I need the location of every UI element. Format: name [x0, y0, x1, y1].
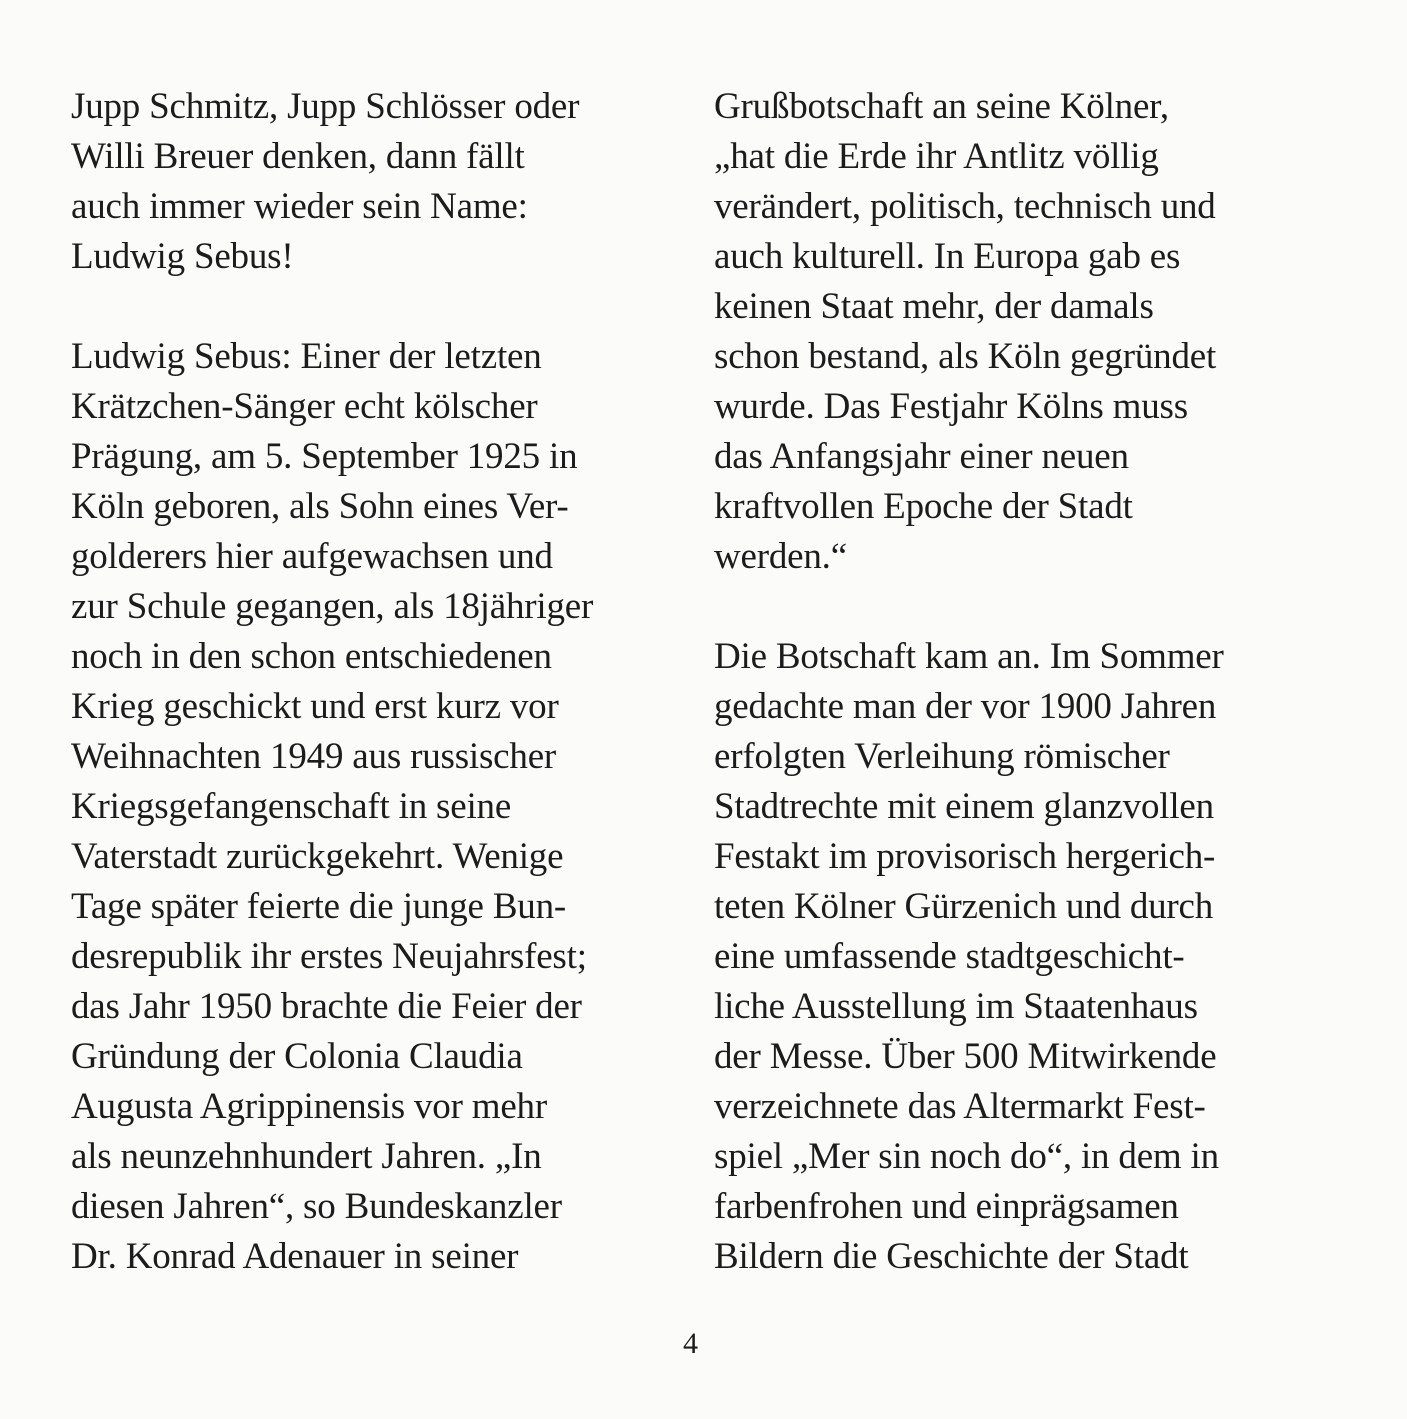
paragraph-gap [71, 282, 671, 332]
left-paragraph-1 [71, 82, 671, 282]
text-line: Weihnachten 1949 aus russischer [71, 736, 557, 777]
text-line: liche Ausstellung im Staatenhaus [714, 986, 1198, 1027]
text-line: erfolgten Verleihung römischer [714, 736, 1170, 777]
text-line: gedachte man der vor 1900 Jahren [714, 686, 1217, 727]
text-line: keinen Staat mehr, der damals [714, 286, 1154, 327]
text-line: der Messe. Über 500 Mitwirkende [714, 1036, 1217, 1077]
text-line: Ludwig Sebus: Einer der letzten [71, 336, 542, 377]
text-line: das Jahr 1950 brachte die Feier der [71, 986, 582, 1027]
text-line: spiel „Mer sin noch do“, in dem in [714, 1136, 1219, 1177]
text-line: Gründung der Colonia Claudia [71, 1036, 523, 1077]
text-line: golderers hier aufgewachsen und [71, 536, 553, 577]
text-line: Tage später feierte die junge Bun- [71, 886, 567, 927]
left-column [71, 82, 671, 1282]
text-line: Augusta Agrippinensis vor mehr [71, 1086, 547, 1127]
right-column [714, 82, 1314, 1282]
text-line: zur Schule gegangen, als 18jähriger [71, 586, 594, 627]
text-line: kraftvollen Epoche der Stadt [714, 486, 1133, 527]
text-line: das Anfangsjahr einer neuen [714, 436, 1129, 477]
right-paragraph-2 [714, 632, 1314, 1282]
text-line: desrepublik ihr erstes Neujahrsfest; [71, 936, 587, 977]
text-line: Vaterstadt zurückgekehrt. Wenige [71, 836, 564, 877]
text-line: auch kulturell. In Europa gab es [714, 236, 1181, 277]
text-line: „hat die Erde ihr Antlitz völlig [714, 136, 1159, 177]
text-line: teten Kölner Gürzenich und durch [714, 886, 1214, 927]
text-line: noch in den schon entschiedenen [71, 636, 552, 677]
text-line: farbenfrohen und einprägsamen [714, 1186, 1179, 1227]
text-line: diesen Jahren“, so Bundeskanzler [71, 1186, 562, 1227]
text-line: verändert, politisch, technisch und [714, 186, 1216, 227]
right-paragraph-1 [714, 82, 1314, 582]
text-line: eine umfassende stadtgeschicht- [714, 936, 1185, 977]
text-line: Krätzchen-Sänger echt kölscher [71, 386, 538, 427]
left-paragraph-2 [71, 332, 671, 1282]
text-line: verzeichnete das Altermarkt Fest- [714, 1086, 1206, 1127]
text-line: Krieg geschickt und erst kurz vor [71, 686, 559, 727]
text-line: Die Botschaft kam an. Im Sommer [714, 636, 1224, 677]
text-line: Bildern die Geschichte der Stadt [714, 1236, 1189, 1277]
text-line: Stadtrechte mit einem glanzvollen [714, 786, 1214, 827]
paragraph-gap [714, 582, 1314, 632]
text-line: wurde. Das Festjahr Kölns muss [714, 386, 1188, 427]
text-line: Willi Breuer denken, dann fällt [71, 136, 525, 177]
text-line: schon bestand, als Köln gegründet [714, 336, 1217, 377]
text-line: Köln geboren, als Sohn eines Ver- [71, 486, 569, 527]
page-number: 4 [683, 1327, 698, 1360]
text-line: Jupp Schmitz, Jupp Schlösser oder [71, 86, 580, 127]
text-line: Festakt im provisorisch hergerich- [714, 836, 1216, 877]
text-line: Dr. Konrad Adenauer in seiner [71, 1236, 519, 1277]
text-line: Kriegsgefangenschaft in seine [71, 786, 512, 827]
text-line: auch immer wieder sein Name: [71, 186, 528, 227]
text-line: als neunzehnhundert Jahren. „In [71, 1136, 542, 1177]
text-line: Ludwig Sebus! [71, 236, 294, 277]
text-line: Grußbotschaft an seine Kölner, [714, 86, 1169, 127]
text-line: werden.“ [714, 536, 847, 577]
text-line: Prägung, am 5. September 1925 in [71, 436, 578, 477]
